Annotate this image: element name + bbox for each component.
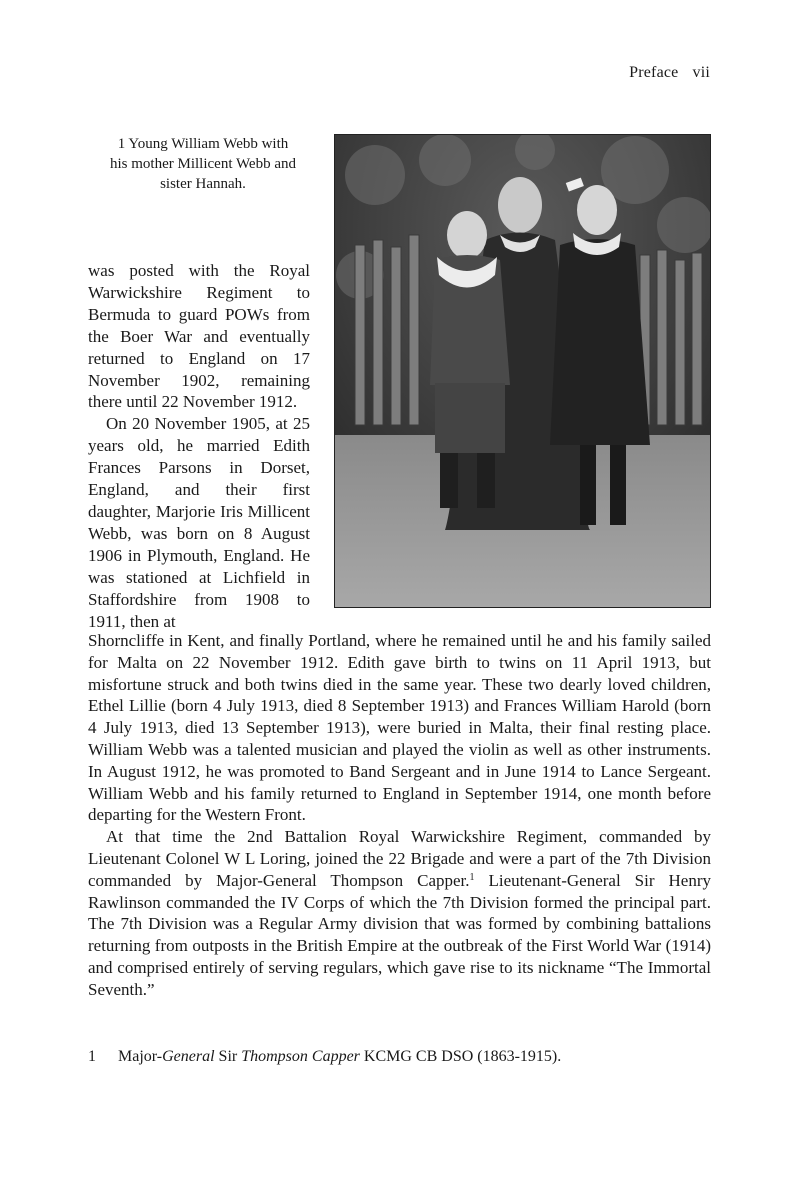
page-number: vii (692, 64, 710, 81)
footnote-reference: 1 (469, 871, 475, 883)
footnote-text: Sir (214, 1048, 242, 1065)
paragraph (88, 826, 711, 1000)
paragraph: was posted with the Royal Warwickshire Regiment to Bermuda to guard POWs from the Boer War and eventually returned to England on 17 November 1902, remaining there until 22 November 1912. (88, 261, 310, 412)
footnote-text: Major- (118, 1048, 163, 1065)
running-header (629, 64, 710, 82)
footnote-italic: General (162, 1048, 215, 1065)
paragraph: On 20 November 1905, at 25 years old, he married Edith Frances Parsons in Dorset, England, and their first daughter, Marjorie Iris Millicent Webb, was born on 8 August 1906 in Plymouth, England. He was stationed at Lichfield in Staffordshire from 1908 to 1911, then at (88, 414, 310, 631)
paragraph-text: Lieutenant-General Sir Henry Rawlinson commanded the IV Corps of which the 7th Division formed the principal part. The 7th Division was a Regular Army division that was formed by combining battalions returning from outposts in the British Empire at the outbreak of the First World War (1914) and comprised entirely of serving regulars, which gave rise to its nickname “The Immortal Seventh.” (88, 870, 711, 999)
footnote (88, 1046, 711, 1068)
footnote-text: KCMG CB DSO (1863-1915). (359, 1048, 562, 1065)
paragraph-text: At that time the 2nd Battalion Royal Warwickshire Regiment, commanded by Lieutenant Colonel W L Loring, joined the 22 Brigade and were a part of the 7th Division commanded by Major-General Thompson Capper. (88, 827, 711, 890)
footnote-italic: Thompson Capper (241, 1048, 360, 1065)
family-photograph (334, 134, 711, 608)
footnote-number: 1 (88, 1048, 96, 1065)
figure-caption: 1 Young William Webb with his mother Millicent Webb and sister Hannah. (110, 136, 296, 192)
narrow-text-column (88, 260, 310, 632)
section-title: Preface (629, 64, 679, 81)
paragraph: Shorncliffe in Kent, and finally Portland, where he remained until he and his family sailed for Malta on 22 November 1912. Edith gave birth to twins on 11 April 1913, but misfortune struck and both twins died in the same year. These two dearly loved children, Ethel Lillie (born 4 July 1913, died 8 September 1913) and Frances William Harold (born 4 July 1913, died 13 September 1913), were buried in Malta, their final resting place. William Webb was a talented musician and played the violin as well as other instruments. In August 1912, he was promoted to Band Sergeant and in June 1914 to Lance Sergeant. William Webb and his family returned to England in September 1914, one month before departing for the Western Front. (88, 631, 711, 825)
wide-text-column (88, 630, 711, 1001)
